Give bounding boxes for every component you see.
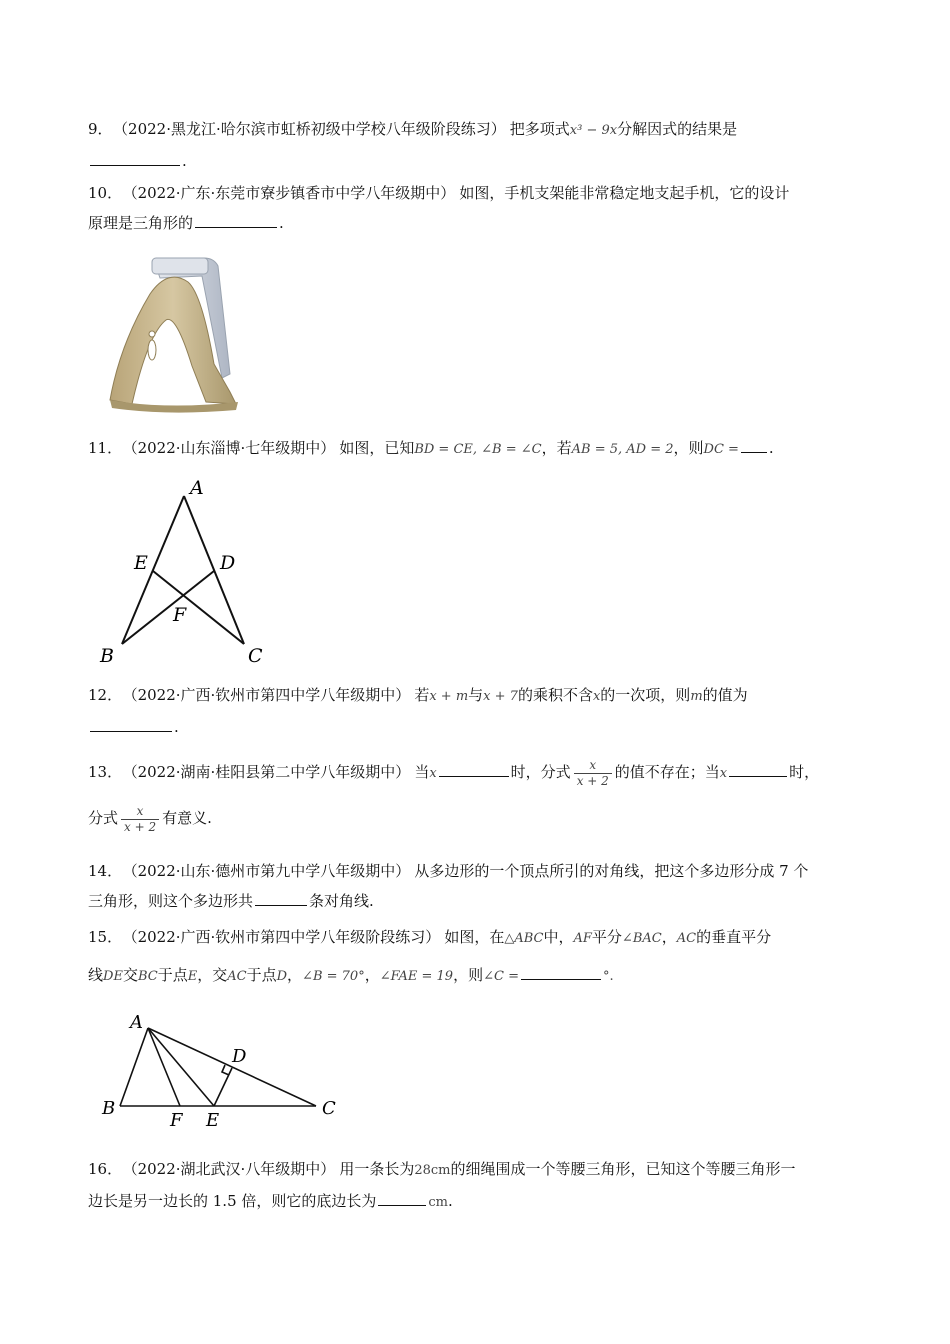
math-expression: ∠C = bbox=[483, 969, 519, 984]
question-text: 的细绳围成一个等腰三角形，已知这个等腰三角形一 bbox=[450, 1160, 796, 1178]
question-text: 分式 bbox=[88, 809, 119, 827]
math-variable: x bbox=[719, 766, 728, 781]
fraction-numerator: x bbox=[136, 803, 144, 818]
segment-ab bbox=[120, 1028, 148, 1106]
question-text: 交 bbox=[122, 966, 138, 984]
question-number: 11． bbox=[88, 439, 123, 457]
answer-blank[interactable] bbox=[439, 762, 509, 777]
question-text: 如图，已知 bbox=[339, 439, 415, 457]
question-text: 如图，手机支架能非常稳定地支起手机，它的设计 bbox=[459, 184, 790, 202]
segment-de bbox=[214, 1068, 232, 1106]
question-text: 于点 bbox=[246, 966, 277, 984]
answer-blank[interactable] bbox=[195, 213, 277, 228]
question-text: ， bbox=[287, 966, 303, 984]
math-variable: m bbox=[690, 689, 703, 704]
answer-blank[interactable] bbox=[378, 1191, 426, 1206]
question-number: 14． bbox=[88, 862, 123, 880]
question-11 bbox=[88, 433, 878, 465]
question-text: 条对角线. bbox=[309, 892, 374, 910]
question-source: （2022·湖南·桂阳县第二中学八年级期中） bbox=[130, 763, 411, 781]
math-expression: 28cm bbox=[414, 1163, 451, 1178]
question-10 bbox=[88, 178, 878, 238]
question-source: （2022·湖北武汉·八年级期中） bbox=[130, 1160, 336, 1178]
question-text: 把多项式 bbox=[509, 120, 570, 138]
question-text: 线 bbox=[88, 966, 104, 984]
question-source: （2022·山东淄博·七年级期中） bbox=[130, 439, 336, 457]
unit: cm bbox=[428, 1195, 449, 1210]
label-c: C bbox=[248, 645, 263, 667]
question-text: ，若 bbox=[541, 439, 572, 457]
math-expression: ∠FAE = 19 bbox=[379, 969, 454, 984]
label-a: A bbox=[130, 1012, 143, 1033]
math-expression: ∠BAC bbox=[621, 931, 662, 946]
segment-af bbox=[148, 1028, 180, 1106]
question-13 bbox=[88, 754, 878, 838]
question-text: 有意义. bbox=[162, 809, 212, 827]
fraction-denominator: x + 2 bbox=[574, 773, 612, 789]
question-source: （2022·广西·钦州市第四中学八年级期中） bbox=[130, 686, 411, 704]
fraction bbox=[574, 758, 612, 789]
question-16 bbox=[88, 1154, 878, 1218]
punctuation: . bbox=[448, 1192, 453, 1210]
punctuation: . bbox=[279, 214, 284, 232]
phone-stand-image bbox=[106, 254, 242, 414]
question-text: ， bbox=[661, 928, 677, 946]
fraction-denominator: x + 2 bbox=[121, 819, 159, 835]
question-text: 如图，在 bbox=[444, 928, 505, 946]
question-number: 9． bbox=[88, 120, 113, 138]
math-variable: D bbox=[276, 969, 288, 984]
label-e: E bbox=[134, 552, 148, 574]
question-12 bbox=[88, 680, 878, 742]
question-text: 从多边形的一个顶点所引的对角线，把这个多边形分成 7 个 bbox=[414, 862, 809, 880]
right-angle-mark bbox=[222, 1065, 229, 1075]
question-text: 于点 bbox=[157, 966, 188, 984]
math-expression: BD = CE, ∠B = ∠C bbox=[414, 442, 542, 457]
question-text: 当 bbox=[414, 763, 430, 781]
answer-blank[interactable] bbox=[521, 965, 601, 980]
question-text: 与 bbox=[468, 686, 484, 704]
answer-blank[interactable] bbox=[90, 717, 172, 732]
label-f: F bbox=[173, 604, 187, 626]
math-expression: DC = bbox=[703, 442, 739, 457]
label-d: D bbox=[220, 552, 236, 574]
fraction bbox=[121, 804, 159, 835]
label-c: C bbox=[322, 1098, 336, 1119]
question-14 bbox=[88, 856, 878, 916]
question-text: 的值不存在；当 bbox=[614, 763, 720, 781]
segment-ac bbox=[148, 1028, 316, 1106]
math-expression: BC bbox=[137, 969, 158, 984]
question-number: 10． bbox=[88, 184, 123, 202]
question-source: （2022·黑龙江·哈尔滨市虹桥初级中学校八年级阶段练习） bbox=[120, 120, 506, 138]
question-text: ，则 bbox=[673, 439, 704, 457]
punctuation: . bbox=[182, 152, 187, 170]
figure-triangle-abc bbox=[96, 476, 276, 668]
degree-sign: °. bbox=[602, 969, 614, 984]
question-text: 边长是另一边长的 1.5 倍，则它的底边长为 bbox=[88, 1192, 377, 1210]
math-expression: AC bbox=[676, 931, 697, 946]
math-expression: x + 7 bbox=[483, 689, 518, 704]
question-source: （2022·广东·东莞市寮步镇香市中学八年级期中） bbox=[130, 184, 456, 202]
question-text: ， bbox=[364, 966, 380, 984]
math-expression: AF bbox=[573, 931, 592, 946]
question-source: （2022·山东·德州市第九中学八年级期中） bbox=[130, 862, 411, 880]
question-text: 若 bbox=[414, 686, 430, 704]
question-text: ，交 bbox=[197, 966, 228, 984]
punctuation: . bbox=[174, 718, 179, 736]
math-variable: x bbox=[429, 766, 437, 781]
math-expression: ∠B = 70° bbox=[302, 969, 365, 984]
fraction-numerator: x bbox=[589, 757, 597, 772]
answer-blank[interactable] bbox=[255, 891, 307, 906]
math-expression: x³ − 9x bbox=[569, 123, 618, 138]
question-text: 的一次项，则 bbox=[600, 686, 691, 704]
answer-blank[interactable] bbox=[729, 762, 787, 777]
question-text: 的乘积不含 bbox=[517, 686, 593, 704]
question-number: 12． bbox=[88, 686, 123, 704]
math-expression: x + m bbox=[429, 689, 469, 704]
segment-ae bbox=[148, 1028, 214, 1106]
math-expression: DE bbox=[103, 969, 123, 984]
label-d: D bbox=[232, 1046, 247, 1067]
label-f: F bbox=[170, 1110, 183, 1131]
question-text: 的值为 bbox=[702, 686, 748, 704]
question-text: 平分 bbox=[591, 928, 622, 946]
math-variable: x bbox=[592, 689, 601, 704]
math-expression: AC bbox=[227, 969, 247, 984]
question-text: 时，分式 bbox=[510, 763, 571, 781]
question-text: 用一条长为 bbox=[339, 1160, 415, 1178]
question-source: （2022·广西·钦州市第四中学八年级阶段练习） bbox=[130, 928, 441, 946]
question-number: 13． bbox=[88, 763, 123, 781]
question-number: 15． bbox=[88, 928, 123, 946]
question-text: ，则 bbox=[453, 966, 484, 984]
question-15 bbox=[88, 922, 878, 992]
label-e: E bbox=[206, 1110, 220, 1131]
question-text: 时， bbox=[789, 763, 820, 781]
question-9 bbox=[88, 114, 878, 176]
punctuation: . bbox=[768, 439, 774, 457]
question-text: 分解因式的结果是 bbox=[617, 120, 738, 138]
answer-blank[interactable] bbox=[90, 151, 180, 166]
label-b: B bbox=[100, 645, 114, 667]
answer-blank[interactable] bbox=[741, 438, 767, 453]
figure-triangle-adc bbox=[100, 1008, 350, 1134]
question-text: 的垂直平分 bbox=[696, 928, 772, 946]
math-variable: E bbox=[187, 969, 198, 984]
math-expression: AB = 5, AD = 2 bbox=[571, 442, 674, 457]
math-expression: △ABC bbox=[504, 931, 544, 946]
question-text: 原理是三角形的 bbox=[88, 214, 194, 232]
question-number: 16． bbox=[88, 1160, 123, 1178]
label-b: B bbox=[102, 1098, 116, 1119]
label-a: A bbox=[190, 477, 204, 499]
question-text: 中， bbox=[543, 928, 574, 946]
question-text: 三角形，则这个多边形共 bbox=[88, 892, 254, 910]
